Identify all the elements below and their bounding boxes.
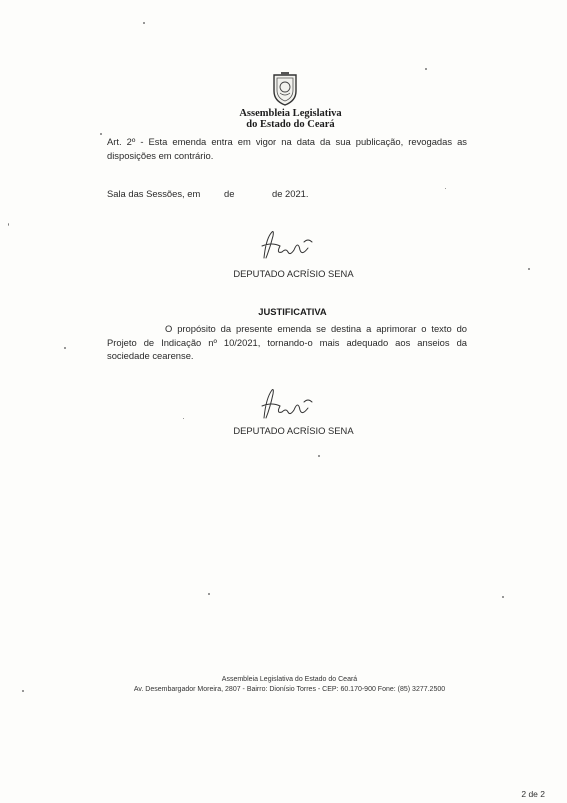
signatory-name-1: DEPUTADO ACRÍSIO SENA [233, 268, 354, 279]
footer-address: Av. Desembargador Moreira, 2807 - Bairro: Dionísio Torres - CEP: 60.170-900 Fone: (85) 3277.2500 [133, 686, 446, 693]
justification-title: JUSTIFICATIVA [258, 306, 327, 317]
footer-org-name: Assembleia Legislativa do Estado do Ceará [221, 676, 358, 683]
handwritten-signature-2 [252, 386, 322, 420]
handwritten-signature-1 [252, 228, 322, 262]
session-de: de [224, 188, 235, 199]
article-paragraph: Art. 2º - Esta emenda entra em vigor na data da sua publicação, revogadas as disposições em contrário. [107, 136, 467, 161]
header-org-state: do Estado do Ceará [246, 119, 335, 130]
signatory-name-2: DEPUTADO ACRÍSIO SENA [233, 425, 354, 436]
session-year: de 2021. [272, 188, 309, 199]
header-org-name: Assembleia Legislativa [239, 108, 342, 119]
page-number: 2 de 2 [521, 789, 545, 799]
justification-paragraph: O propósito da presente emenda se destina a aprimorar o texto do Projeto de Indicação nº 10/2021, tornando-o mais adequado aos anseios da sociedade cearense. [107, 323, 467, 361]
coat-of-arms-seal [271, 71, 299, 107]
session-place: Sala das Sessões, em [107, 188, 201, 199]
